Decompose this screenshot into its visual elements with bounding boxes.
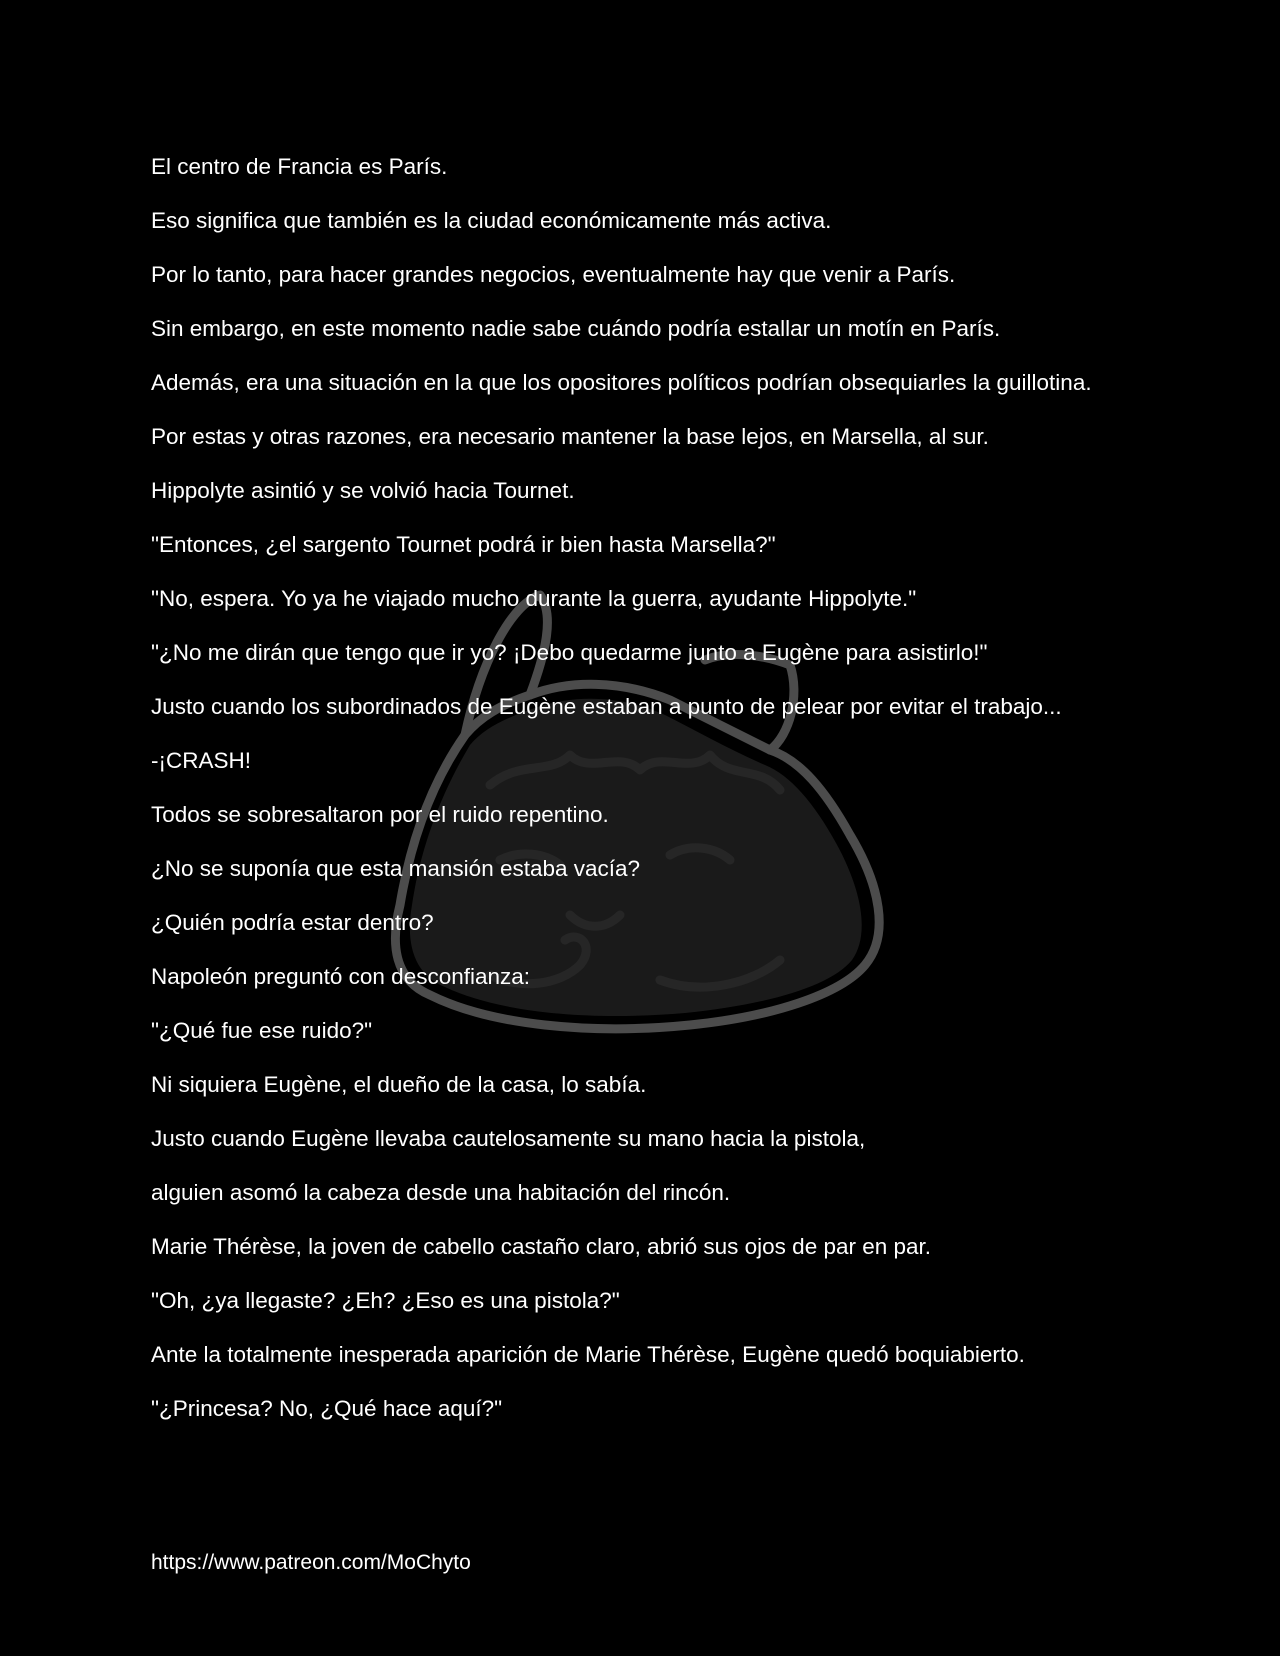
chapter-text xyxy=(151,150,1141,1446)
paragraph-1: El centro de Francia es París. xyxy=(151,154,448,179)
paragraph-6: Por estas y otras razones, era necesario mantener la base lejos, en Marsella, al sur. xyxy=(151,424,989,449)
paragraph-12: -¡CRASH! xyxy=(151,748,251,773)
paragraph-24: "¿Princesa? No, ¿Qué hace aquí?" xyxy=(151,1396,503,1421)
paragraph-16: Napoleón preguntó con desconfianza: xyxy=(151,964,531,989)
paragraph-10: "¿No me dirán que tengo que ir yo? ¡Debo quedarme junto a Eugène para asistirlo!" xyxy=(151,640,988,665)
paragraph-14: ¿No se suponía que esta mansión estaba vacía? xyxy=(151,856,641,881)
paragraph-21: Marie Thérèse, la joven de cabello castaño claro, abrió sus ojos de par en par. xyxy=(151,1234,932,1259)
patreon-link[interactable]: https://www.patreon.com/MoChyto xyxy=(151,1551,471,1574)
paragraph-3: Por lo tanto, para hacer grandes negocios, eventualmente hay que venir a París. xyxy=(151,262,956,287)
paragraph-23: Ante la totalmente inesperada aparición de Marie Thérèse, Eugène quedó boquiabierto. xyxy=(151,1342,1025,1367)
paragraph-5: Además, era una situación en la que los opositores políticos podrían obsequiarles la guillotina. xyxy=(151,370,1092,395)
paragraph-2: Eso significa que también es la ciudad económicamente más activa. xyxy=(151,208,832,233)
paragraph-4: Sin embargo, en este momento nadie sabe cuándo podría estallar un motín en París. xyxy=(151,316,1001,341)
paragraph-19: Justo cuando Eugène llevaba cautelosamente su mano hacia la pistola, xyxy=(151,1126,866,1151)
paragraph-15: ¿Quién podría estar dentro? xyxy=(151,910,434,935)
paragraph-9: "No, espera. Yo ya he viajado mucho durante la guerra, ayudante Hippolyte." xyxy=(151,586,917,611)
paragraph-11: Justo cuando los subordinados de Eugène estaban a punto de pelear por evitar el trabajo... xyxy=(151,694,1062,719)
paragraph-8: "Entonces, ¿el sargento Tournet podrá ir bien hasta Marsella?" xyxy=(151,532,776,557)
paragraph-20: alguien asomó la cabeza desde una habitación del rincón. xyxy=(151,1180,731,1205)
paragraph-7: Hippolyte asintió y se volvió hacia Tournet. xyxy=(151,478,575,503)
paragraph-13: Todos se sobresaltaron por el ruido repentino. xyxy=(151,802,609,827)
paragraph-18: Ni siquiera Eugène, el dueño de la casa, lo sabía. xyxy=(151,1072,647,1097)
paragraph-22: "Oh, ¿ya llegaste? ¿Eh? ¿Eso es una pistola?" xyxy=(151,1288,620,1313)
paragraph-17: "¿Qué fue ese ruido?" xyxy=(151,1018,373,1043)
